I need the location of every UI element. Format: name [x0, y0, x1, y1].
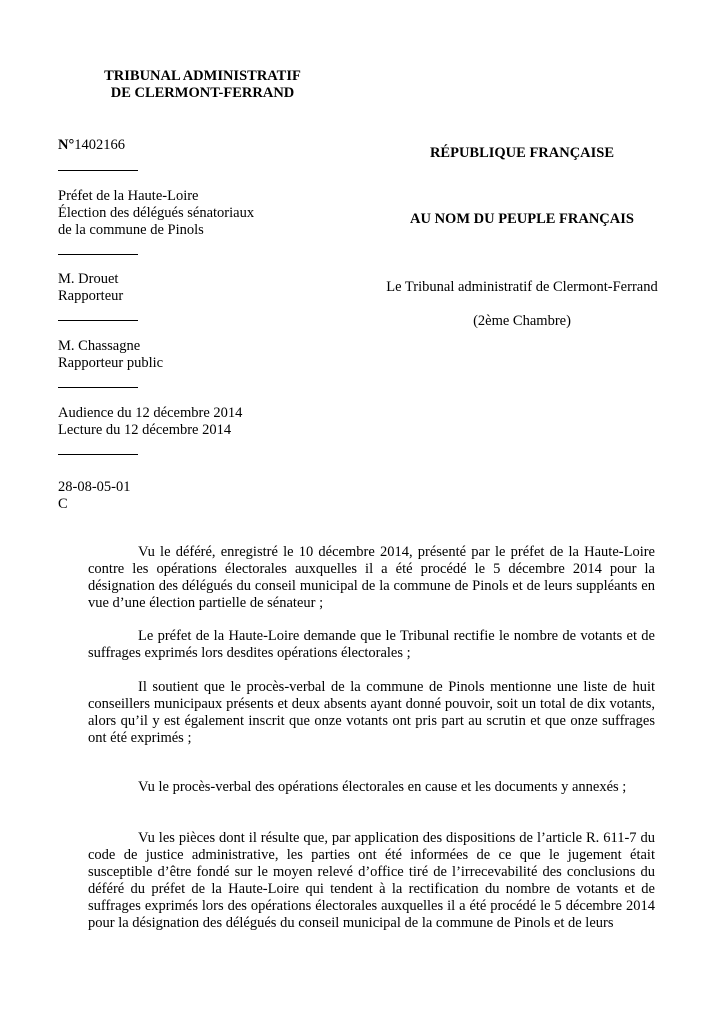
paragraph-argument: Il soutient que le procès-verbal de la commune de Pinols mentionne une liste de huit conseillers municipaux présents et deux absents ayant donné pouvoir, soit un total de dix votants, alors qu’il y est également inscrit que onze votants ont pris part au scrutin et que onze suffrages ont été exprimés ;: [88, 679, 655, 746]
divider: [58, 454, 138, 455]
case-number: [58, 137, 125, 154]
divider: [58, 320, 138, 321]
chamber-line: (2ème Chambre): [473, 313, 571, 329]
parties-line3: de la commune de Pinols: [58, 222, 204, 238]
classification-letter: C: [58, 496, 68, 512]
court-title-line2: DE CLERMONT-FERRAND: [110, 85, 295, 101]
rapporteur-public-name: M. Chassagne: [58, 338, 141, 354]
paragraph-deferral: Vu le déféré, enregistré le 10 décembre 2014, présenté par le préfet de la Haute-Loire contre les opérations électorales auxquelles il a été procédé le 5 décembre 2014 pour la désignation des délégués du conseil municipal de la commune de Pinols et de leurs suppléants en vue d’une élection partielle de sénateur ;: [88, 544, 655, 611]
audience-date: Audience du 12 décembre 2014: [58, 405, 243, 421]
tribunal-line: Le Tribunal administratif de Clermont-Ferrand: [386, 279, 658, 295]
court-title: [80, 68, 325, 102]
divider: [58, 254, 138, 255]
classification-code: 28-08-05-01: [58, 479, 131, 495]
rapporteur-public-role: Rapporteur public: [58, 355, 164, 371]
hearing-dates: [58, 405, 242, 439]
court-title-line1: TRIBUNAL ADMINISTRATIF: [104, 68, 301, 84]
paragraph-documents: Vu les pièces dont il résulte que, par application des dispositions de l’article R. 611-7 du code de justice administrative, les parties ont été informées de ce que le jugement était susceptible d’être fondé sur le moyen relevé d’office tiré de l’irrecevabilité des conclusions du déféré du préfet de la Haute-Loire qui tendent à la rectification du nombre de votants et de suffrages exprimés lors des opérations électorales auxquelles il a été procédé le 5 décembre 2014 pour la désignation des délégués du conseil municipal de la commune de Pinols et de leurs: [88, 830, 655, 931]
paragraph-request: Le préfet de la Haute-Loire demande que le Tribunal rectifie le nombre de votants et de suffrages exprimés lors desdites opérations électorales ;: [88, 628, 655, 661]
rapporteur-public-block: [58, 338, 163, 372]
divider: [58, 170, 138, 171]
classification-block: [58, 479, 131, 513]
parties-line2: Élection des délégués sénatoriaux: [58, 205, 255, 221]
divider: [58, 387, 138, 388]
case-number-value: 1402166: [74, 137, 126, 153]
parties-line1: Préfet de la Haute-Loire: [58, 188, 199, 204]
people-heading: AU NOM DU PEUPLE FRANÇAIS: [410, 211, 634, 227]
republic-heading: RÉPUBLIQUE FRANÇAISE: [429, 145, 615, 161]
paragraph-minutes: Vu le procès-verbal des opérations électorales en cause et les documents y annexés ;: [138, 779, 627, 795]
lecture-date: Lecture du 12 décembre 2014: [58, 422, 232, 438]
rapporteur-name: M. Drouet: [58, 271, 119, 287]
rapporteur-role: Rapporteur: [58, 288, 124, 304]
case-number-label: N°: [58, 137, 75, 153]
case-parties: [58, 188, 254, 239]
rapporteur-block: [58, 271, 123, 305]
